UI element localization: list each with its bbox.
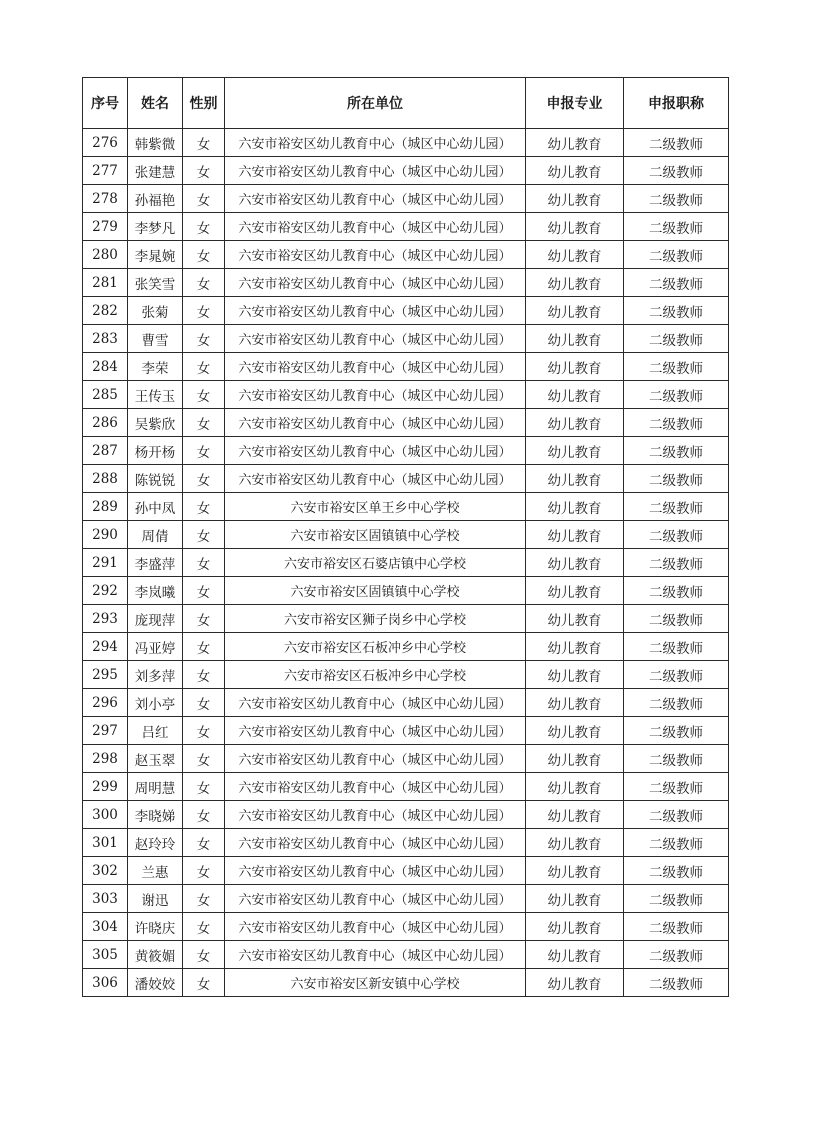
cell-title: 二级教师 [624, 717, 729, 745]
cell-gender: 女 [183, 801, 225, 829]
table-row [83, 465, 729, 493]
cell-major: 幼儿教育 [526, 969, 624, 997]
cell-gender: 女 [183, 829, 225, 857]
cell-gender: 女 [183, 213, 225, 241]
cell-major: 幼儿教育 [526, 829, 624, 857]
cell-title: 二级教师 [624, 941, 729, 969]
cell-gender: 女 [183, 269, 225, 297]
cell-serial: 278 [83, 185, 128, 213]
cell-unit: 六安市裕安区单王乡中心学校 [225, 493, 526, 521]
cell-major: 幼儿教育 [526, 549, 624, 577]
cell-gender: 女 [183, 381, 225, 409]
cell-major: 幼儿教育 [526, 605, 624, 633]
cell-name: 许晓庆 [128, 913, 183, 941]
cell-major: 幼儿教育 [526, 633, 624, 661]
cell-gender: 女 [183, 885, 225, 913]
table-header [83, 78, 729, 129]
table-row [83, 493, 729, 521]
table-row [83, 353, 729, 381]
table-row [83, 129, 729, 157]
cell-unit: 六安市裕安区幼儿教育中心（城区中心幼儿园） [225, 129, 526, 157]
cell-title: 二级教师 [624, 521, 729, 549]
cell-title: 二级教师 [624, 549, 729, 577]
table-row [83, 773, 729, 801]
cell-unit: 六安市裕安区石板冲乡中心学校 [225, 633, 526, 661]
cell-title: 二级教师 [624, 829, 729, 857]
table-row [83, 297, 729, 325]
cell-name: 吴紫欣 [128, 409, 183, 437]
cell-name: 冯亚婷 [128, 633, 183, 661]
cell-gender: 女 [183, 857, 225, 885]
cell-name: 杨开杨 [128, 437, 183, 465]
cell-name: 赵玉翠 [128, 745, 183, 773]
table-row [83, 213, 729, 241]
cell-name: 吕红 [128, 717, 183, 745]
table-row [83, 745, 729, 773]
cell-name: 李盛萍 [128, 549, 183, 577]
cell-gender: 女 [183, 241, 225, 269]
cell-unit: 六安市裕安区固镇镇中心学校 [225, 577, 526, 605]
cell-unit: 六安市裕安区幼儿教育中心（城区中心幼儿园） [225, 325, 526, 353]
cell-unit: 六安市裕安区幼儿教育中心（城区中心幼儿园） [225, 829, 526, 857]
cell-unit: 六安市裕安区狮子岗乡中心学校 [225, 605, 526, 633]
cell-title: 二级教师 [624, 241, 729, 269]
cell-major: 幼儿教育 [526, 437, 624, 465]
header-serial: 序号 [83, 78, 128, 129]
cell-title: 二级教师 [624, 605, 729, 633]
cell-major: 幼儿教育 [526, 941, 624, 969]
cell-title: 二级教师 [624, 465, 729, 493]
table-row [83, 717, 729, 745]
cell-major: 幼儿教育 [526, 269, 624, 297]
cell-unit: 六安市裕安区幼儿教育中心（城区中心幼儿园） [225, 717, 526, 745]
cell-serial: 284 [83, 353, 128, 381]
cell-serial: 295 [83, 661, 128, 689]
document-page [82, 77, 728, 997]
cell-name: 李梦凡 [128, 213, 183, 241]
table-row [83, 521, 729, 549]
cell-serial: 280 [83, 241, 128, 269]
cell-major: 幼儿教育 [526, 297, 624, 325]
cell-gender: 女 [183, 409, 225, 437]
table-row [83, 577, 729, 605]
cell-name: 庞现萍 [128, 605, 183, 633]
cell-gender: 女 [183, 521, 225, 549]
cell-title: 二级教师 [624, 885, 729, 913]
cell-title: 二级教师 [624, 157, 729, 185]
cell-serial: 282 [83, 297, 128, 325]
cell-title: 二级教师 [624, 325, 729, 353]
cell-gender: 女 [183, 185, 225, 213]
cell-major: 幼儿教育 [526, 325, 624, 353]
table-row [83, 829, 729, 857]
cell-name: 潘姣姣 [128, 969, 183, 997]
table-row [83, 325, 729, 353]
cell-title: 二级教师 [624, 297, 729, 325]
cell-serial: 304 [83, 913, 128, 941]
cell-name: 陈锐锐 [128, 465, 183, 493]
header-gender: 性别 [183, 78, 225, 129]
cell-major: 幼儿教育 [526, 521, 624, 549]
table-row [83, 381, 729, 409]
table-row [83, 633, 729, 661]
cell-gender: 女 [183, 745, 225, 773]
cell-major: 幼儿教育 [526, 185, 624, 213]
cell-unit: 六安市裕安区幼儿教育中心（城区中心幼儿园） [225, 381, 526, 409]
cell-name: 黄筱媚 [128, 941, 183, 969]
cell-unit: 六安市裕安区新安镇中心学校 [225, 969, 526, 997]
table-row [83, 801, 729, 829]
cell-serial: 303 [83, 885, 128, 913]
cell-unit: 六安市裕安区幼儿教育中心（城区中心幼儿园） [225, 773, 526, 801]
cell-unit: 六安市裕安区石板冲乡中心学校 [225, 661, 526, 689]
cell-name: 张笑雪 [128, 269, 183, 297]
cell-major: 幼儿教育 [526, 885, 624, 913]
cell-gender: 女 [183, 465, 225, 493]
cell-major: 幼儿教育 [526, 689, 624, 717]
cell-name: 王传玉 [128, 381, 183, 409]
table-row [83, 549, 729, 577]
cell-unit: 六安市裕安区石婆店镇中心学校 [225, 549, 526, 577]
cell-gender: 女 [183, 661, 225, 689]
cell-unit: 六安市裕安区幼儿教育中心（城区中心幼儿园） [225, 297, 526, 325]
cell-title: 二级教师 [624, 381, 729, 409]
cell-name: 周明慧 [128, 773, 183, 801]
cell-serial: 300 [83, 801, 128, 829]
cell-serial: 298 [83, 745, 128, 773]
cell-gender: 女 [183, 353, 225, 381]
cell-major: 幼儿教育 [526, 241, 624, 269]
cell-gender: 女 [183, 689, 225, 717]
table-row [83, 269, 729, 297]
cell-gender: 女 [183, 325, 225, 353]
cell-major: 幼儿教育 [526, 913, 624, 941]
cell-title: 二级教师 [624, 213, 729, 241]
cell-serial: 294 [83, 633, 128, 661]
cell-gender: 女 [183, 969, 225, 997]
cell-serial: 281 [83, 269, 128, 297]
cell-serial: 288 [83, 465, 128, 493]
cell-major: 幼儿教育 [526, 465, 624, 493]
cell-major: 幼儿教育 [526, 857, 624, 885]
table-row [83, 885, 729, 913]
cell-name: 李晁婉 [128, 241, 183, 269]
cell-gender: 女 [183, 437, 225, 465]
cell-unit: 六安市裕安区幼儿教育中心（城区中心幼儿园） [225, 465, 526, 493]
cell-major: 幼儿教育 [526, 409, 624, 437]
cell-serial: 291 [83, 549, 128, 577]
cell-name: 韩紫微 [128, 129, 183, 157]
cell-unit: 六安市裕安区幼儿教育中心（城区中心幼儿园） [225, 157, 526, 185]
cell-title: 二级教师 [624, 745, 729, 773]
cell-title: 二级教师 [624, 661, 729, 689]
cell-unit: 六安市裕安区幼儿教育中心（城区中心幼儿园） [225, 409, 526, 437]
cell-serial: 287 [83, 437, 128, 465]
cell-name: 孙中凤 [128, 493, 183, 521]
table-row [83, 409, 729, 437]
cell-unit: 六安市裕安区幼儿教育中心（城区中心幼儿园） [225, 353, 526, 381]
cell-unit: 六安市裕安区幼儿教育中心（城区中心幼儿园） [225, 437, 526, 465]
cell-serial: 299 [83, 773, 128, 801]
cell-unit: 六安市裕安区幼儿教育中心（城区中心幼儿园） [225, 857, 526, 885]
cell-serial: 276 [83, 129, 128, 157]
cell-name: 刘小亭 [128, 689, 183, 717]
cell-major: 幼儿教育 [526, 213, 624, 241]
cell-gender: 女 [183, 605, 225, 633]
cell-title: 二级教师 [624, 773, 729, 801]
table-row [83, 689, 729, 717]
cell-serial: 296 [83, 689, 128, 717]
cell-name: 曹雪 [128, 325, 183, 353]
cell-serial: 289 [83, 493, 128, 521]
cell-title: 二级教师 [624, 577, 729, 605]
cell-gender: 女 [183, 493, 225, 521]
cell-major: 幼儿教育 [526, 717, 624, 745]
cell-name: 谢迅 [128, 885, 183, 913]
cell-title: 二级教师 [624, 129, 729, 157]
header-unit: 所在单位 [225, 78, 526, 129]
table-row [83, 437, 729, 465]
cell-serial: 302 [83, 857, 128, 885]
table-row [83, 605, 729, 633]
cell-unit: 六安市裕安区幼儿教育中心（城区中心幼儿园） [225, 885, 526, 913]
cell-title: 二级教师 [624, 801, 729, 829]
cell-major: 幼儿教育 [526, 493, 624, 521]
cell-serial: 305 [83, 941, 128, 969]
cell-serial: 285 [83, 381, 128, 409]
header-title: 申报职称 [624, 78, 729, 129]
cell-title: 二级教师 [624, 269, 729, 297]
cell-gender: 女 [183, 773, 225, 801]
cell-gender: 女 [183, 129, 225, 157]
header-row [83, 78, 729, 129]
cell-unit: 六安市裕安区幼儿教育中心（城区中心幼儿园） [225, 269, 526, 297]
cell-major: 幼儿教育 [526, 773, 624, 801]
table-row [83, 913, 729, 941]
cell-name: 李荣 [128, 353, 183, 381]
cell-name: 兰惠 [128, 857, 183, 885]
table-row [83, 857, 729, 885]
cell-serial: 277 [83, 157, 128, 185]
cell-serial: 306 [83, 969, 128, 997]
table-row [83, 969, 729, 997]
cell-major: 幼儿教育 [526, 129, 624, 157]
cell-title: 二级教师 [624, 689, 729, 717]
cell-name: 周倩 [128, 521, 183, 549]
cell-name: 李岚曦 [128, 577, 183, 605]
cell-gender: 女 [183, 717, 225, 745]
cell-unit: 六安市裕安区幼儿教育中心（城区中心幼儿园） [225, 213, 526, 241]
cell-gender: 女 [183, 941, 225, 969]
cell-name: 孙福艳 [128, 185, 183, 213]
cell-unit: 六安市裕安区幼儿教育中心（城区中心幼儿园） [225, 801, 526, 829]
cell-serial: 297 [83, 717, 128, 745]
cell-unit: 六安市裕安区幼儿教育中心（城区中心幼儿园） [225, 745, 526, 773]
cell-serial: 301 [83, 829, 128, 857]
cell-serial: 283 [83, 325, 128, 353]
cell-name: 赵玲玲 [128, 829, 183, 857]
cell-gender: 女 [183, 577, 225, 605]
cell-serial: 293 [83, 605, 128, 633]
cell-gender: 女 [183, 297, 225, 325]
cell-title: 二级教师 [624, 353, 729, 381]
cell-name: 张菊 [128, 297, 183, 325]
cell-serial: 279 [83, 213, 128, 241]
table-row [83, 941, 729, 969]
cell-serial: 286 [83, 409, 128, 437]
header-major: 申报专业 [526, 78, 624, 129]
cell-serial: 292 [83, 577, 128, 605]
cell-title: 二级教师 [624, 633, 729, 661]
cell-name: 李晓娣 [128, 801, 183, 829]
cell-serial: 290 [83, 521, 128, 549]
cell-unit: 六安市裕安区幼儿教育中心（城区中心幼儿园） [225, 241, 526, 269]
table-row [83, 185, 729, 213]
header-name: 姓名 [128, 78, 183, 129]
cell-title: 二级教师 [624, 913, 729, 941]
cell-unit: 六安市裕安区幼儿教育中心（城区中心幼儿园） [225, 689, 526, 717]
cell-unit: 六安市裕安区幼儿教育中心（城区中心幼儿园） [225, 185, 526, 213]
cell-major: 幼儿教育 [526, 353, 624, 381]
table-body [83, 129, 729, 997]
table-row [83, 241, 729, 269]
cell-gender: 女 [183, 157, 225, 185]
cell-major: 幼儿教育 [526, 157, 624, 185]
cell-major: 幼儿教育 [526, 381, 624, 409]
cell-gender: 女 [183, 549, 225, 577]
cell-unit: 六安市裕安区幼儿教育中心（城区中心幼儿园） [225, 913, 526, 941]
table-row [83, 661, 729, 689]
cell-title: 二级教师 [624, 185, 729, 213]
cell-title: 二级教师 [624, 493, 729, 521]
roster-table [82, 77, 729, 997]
cell-title: 二级教师 [624, 857, 729, 885]
cell-title: 二级教师 [624, 409, 729, 437]
cell-unit: 六安市裕安区幼儿教育中心（城区中心幼儿园） [225, 941, 526, 969]
cell-major: 幼儿教育 [526, 745, 624, 773]
cell-major: 幼儿教育 [526, 577, 624, 605]
cell-name: 刘多萍 [128, 661, 183, 689]
cell-name: 张建慧 [128, 157, 183, 185]
cell-gender: 女 [183, 633, 225, 661]
table-row [83, 157, 729, 185]
cell-title: 二级教师 [624, 969, 729, 997]
cell-gender: 女 [183, 913, 225, 941]
cell-title: 二级教师 [624, 437, 729, 465]
cell-major: 幼儿教育 [526, 801, 624, 829]
cell-unit: 六安市裕安区固镇镇中心学校 [225, 521, 526, 549]
cell-major: 幼儿教育 [526, 661, 624, 689]
